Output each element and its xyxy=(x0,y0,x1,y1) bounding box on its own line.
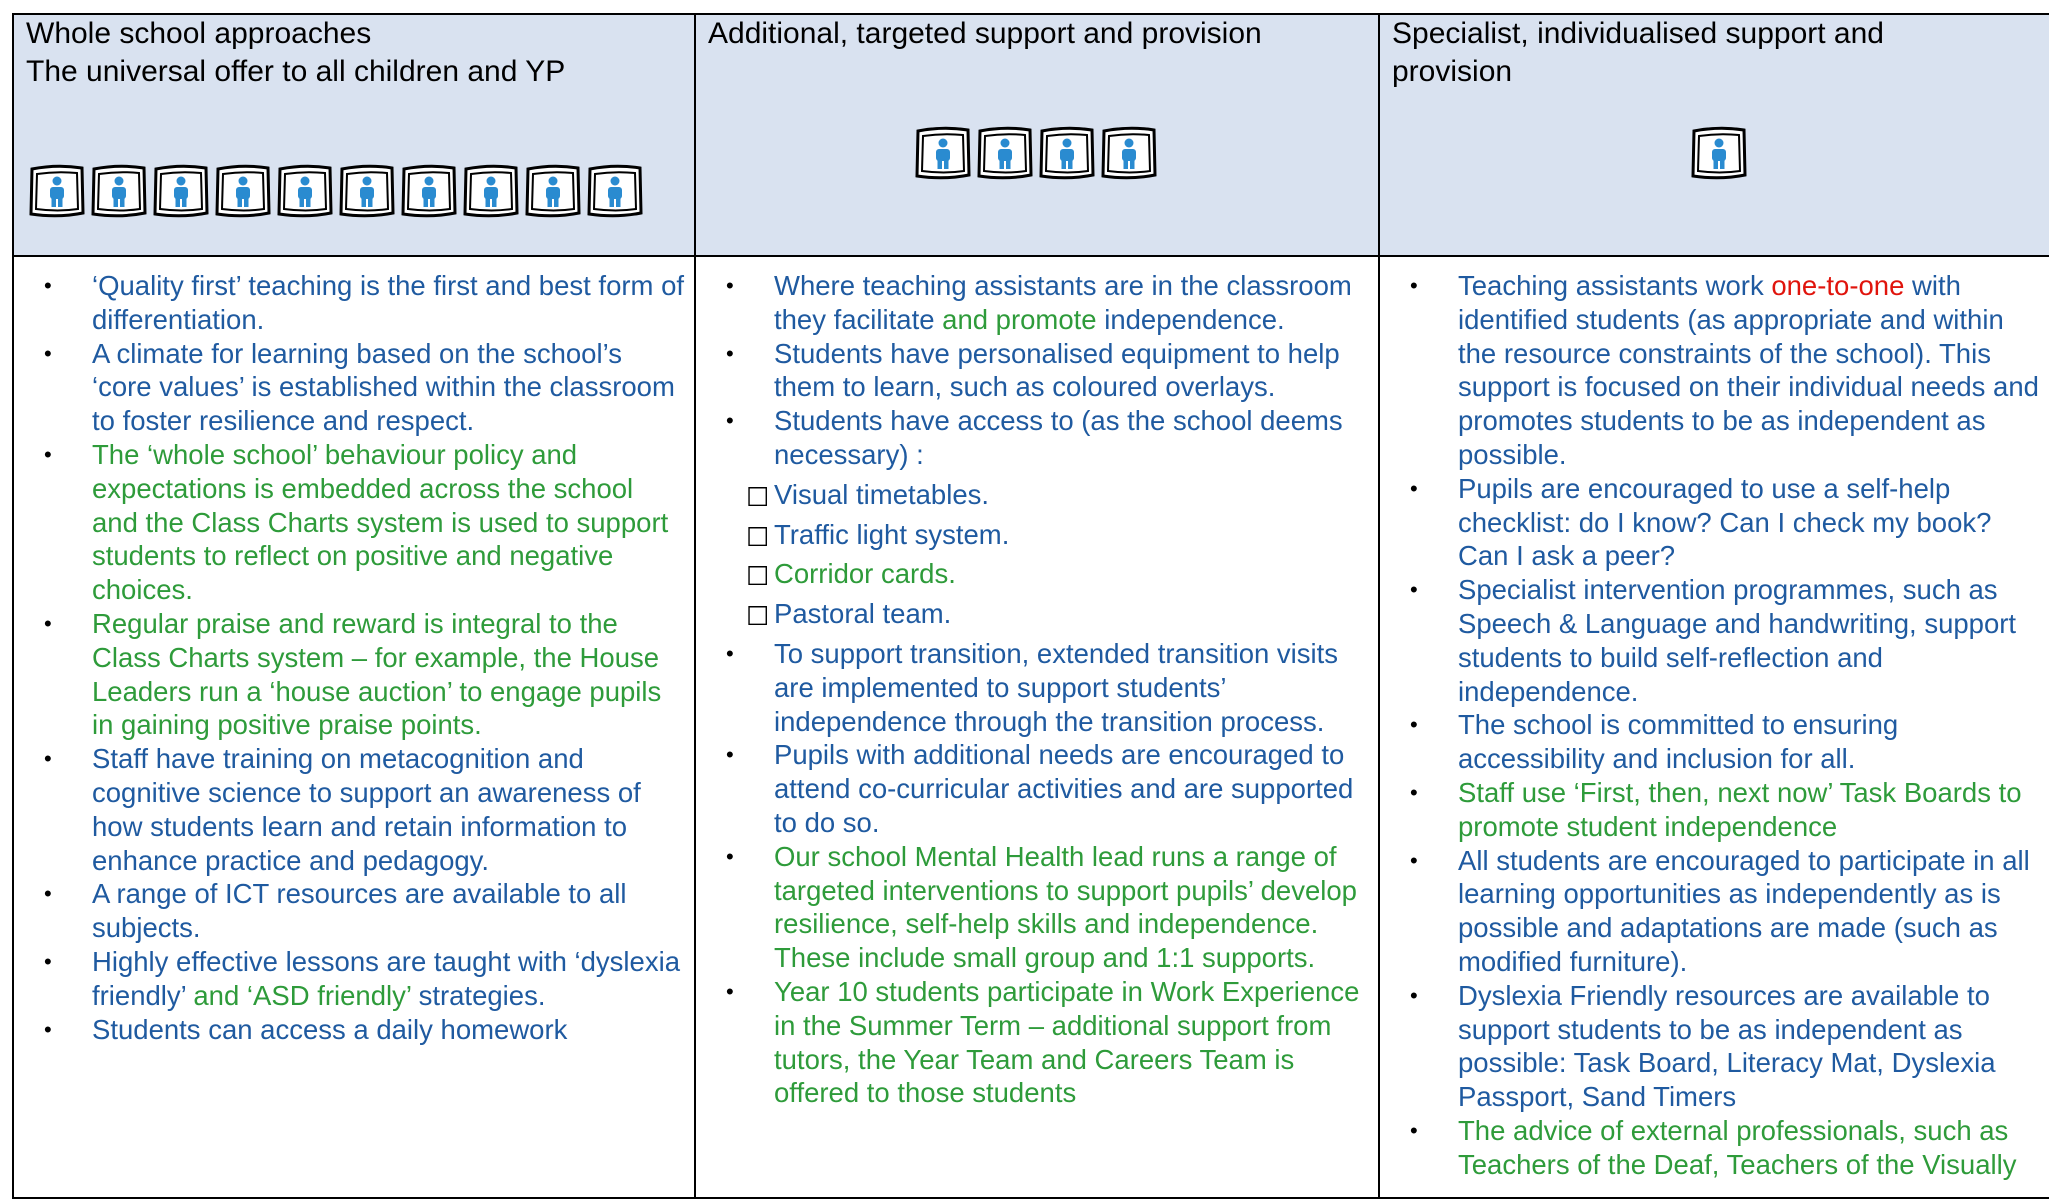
header-cell-specialist xyxy=(1379,14,2049,256)
item-text: Our school Mental Health lead runs a range of targeted interventions to support pupils’ develop resilience, self-help skills and independence. These include small group and 1:1 supports. xyxy=(774,840,1357,974)
list-item xyxy=(696,738,1378,839)
person-icon xyxy=(152,163,210,219)
people-icons-1 xyxy=(28,163,644,219)
person-icon xyxy=(28,163,86,219)
list-item xyxy=(1380,708,2049,776)
person-icon xyxy=(1690,125,1748,181)
item-text: The ‘whole school’ behaviour policy and expectations is embedded across the school and the Class Charts system is used to support students to reflect on positive and negative choices. xyxy=(92,438,669,606)
item-text: one-to-one xyxy=(1771,270,1905,301)
specialist-list xyxy=(1380,269,2049,1182)
list-item xyxy=(14,1013,694,1047)
item-text: and promote xyxy=(942,303,1097,335)
list-item xyxy=(696,337,1378,405)
item-text: All students are encouraged to participate in all learning opportunities as independently as is possible and adaptations are made (such as modified furniture). xyxy=(1458,844,2030,977)
list-item xyxy=(1380,979,2049,1114)
item-text: with identified students (as appropriate and within the resource constraints of the school). This support is focused on their individual needs and promotes students to be as independent as possible. xyxy=(1458,270,2039,470)
item-text: Teaching assistants work xyxy=(1458,270,1772,301)
list-item xyxy=(1380,269,2049,472)
person-icon xyxy=(586,163,644,219)
checkbox-list-item xyxy=(696,478,1378,512)
specialist-cell xyxy=(1379,256,2049,1198)
header-row xyxy=(13,14,2049,256)
item-text: Pupils with additional needs are encouraged to attend co-curricular activities and are supported to do so. xyxy=(774,739,1354,838)
item-text: Traffic light system. xyxy=(774,518,1010,550)
header-title-3: Specialist, individualised support and provision xyxy=(1392,17,1884,88)
checkbox-icon: ☐ xyxy=(746,521,770,552)
item-text: Students have personalised equipment to help them to learn, such as coloured overlays. xyxy=(774,337,1340,403)
list-item xyxy=(14,607,694,742)
list-item xyxy=(14,269,694,337)
person-icon xyxy=(1100,125,1158,181)
item-text: strategies. xyxy=(410,979,546,1011)
list-item xyxy=(14,337,694,438)
checkbox-list-item xyxy=(696,518,1378,552)
item-text: Staff have training on metacognition and cognitive science to support an awareness of how students learn and retain information to enhance practice and pedagogy. xyxy=(92,743,641,876)
person-icon xyxy=(214,163,272,219)
targeted-list xyxy=(696,269,1378,1110)
item-text: Highly effective lessons are taught with ‘dyslexia friendly’ xyxy=(92,945,680,1011)
item-text: Students have access to (as the school deems necessary) : xyxy=(774,405,1343,470)
item-text: Year 10 students participate in Work Experience in the Summer Term – additional support from tutors, the Year Team and Careers Team is offered to those students xyxy=(774,975,1360,1109)
list-item xyxy=(1380,1114,2049,1182)
item-text: independence. xyxy=(1096,303,1285,335)
person-icon xyxy=(976,125,1034,181)
list-item xyxy=(14,877,694,945)
list-item xyxy=(696,637,1378,738)
header-cell-whole-school xyxy=(13,14,695,256)
item-text: The advice of external professionals, such as Teachers of the Deaf, Teachers of the Visually xyxy=(1458,1114,2017,1180)
header-title-1: Whole school approaches The universal offer to all children and YP xyxy=(26,17,566,88)
checkbox-list-item xyxy=(696,597,1378,631)
item-text: Visual timetables. xyxy=(774,478,990,510)
targeted-cell xyxy=(695,256,1379,1198)
item-text: Where teaching assistants are in the classroom they facilitate xyxy=(774,270,1352,335)
item-text: Dyslexia Friendly resources are available to support students to be as independent as possible: Task Board, Literacy Mat, Dyslexia Passport, Sand Timers xyxy=(1458,979,1996,1113)
list-item xyxy=(696,269,1378,337)
item-text: The school is committed to ensuring accessibility and inclusion for all. xyxy=(1458,709,1899,775)
item-text: Specialist intervention programmes, such as Speech & Language and handwriting, support students to build self-reflection and independence. xyxy=(1458,574,2017,707)
checkbox-list-item xyxy=(696,557,1378,591)
item-text: A climate for learning based on the school’s ‘core values’ is established within the classroom to foster resilience and respect. xyxy=(92,337,675,437)
provision-table xyxy=(12,13,2049,1199)
people-icons-2 xyxy=(914,125,1158,181)
list-item xyxy=(1380,844,2049,979)
list-item xyxy=(1380,573,2049,708)
item-text: To support transition, extended transition visits are implemented to support students’ independence through the transition process. xyxy=(774,637,1339,737)
checkbox-icon: ☐ xyxy=(746,561,770,592)
item-text: and ‘ASD friendly’ xyxy=(193,979,411,1011)
whole-school-list xyxy=(14,269,694,1046)
person-icon xyxy=(524,163,582,219)
person-icon xyxy=(400,163,458,219)
list-item xyxy=(696,404,1378,472)
item-text: Pastoral team. xyxy=(774,598,952,630)
item-text: Regular praise and reward is integral to the Class Charts system – for example, the House Leaders run a ‘house auction’ to engage pupils in gaining positive praise points. xyxy=(92,607,662,741)
item-text: Students can access a daily homework xyxy=(92,1013,568,1045)
header-cell-targeted xyxy=(695,14,1379,256)
person-icon xyxy=(1038,125,1096,181)
body-row xyxy=(13,256,2049,1198)
item-text: Pupils are encouraged to use a self-help checklist: do I know? Can I check my book? Can I ask a peer? xyxy=(1458,472,1992,572)
person-icon xyxy=(462,163,520,219)
list-item xyxy=(696,975,1378,1110)
people-icons-3 xyxy=(1690,125,1748,181)
list-item xyxy=(696,840,1378,975)
person-icon xyxy=(338,163,396,219)
item-text: ‘Quality first’ teaching is the first and best form of differentiation. xyxy=(92,270,685,335)
list-item xyxy=(14,438,694,607)
list-item xyxy=(1380,472,2049,573)
list-item xyxy=(1380,776,2049,844)
list-item xyxy=(14,742,694,877)
list-item xyxy=(14,945,694,1013)
person-icon xyxy=(276,163,334,219)
item-text: Corridor cards. xyxy=(774,558,956,590)
whole-school-cell xyxy=(13,256,695,1198)
person-icon xyxy=(914,125,972,181)
checkbox-icon: ☐ xyxy=(746,481,770,512)
header-title-2: Additional, targeted support and provision xyxy=(708,17,1262,50)
checkbox-icon: ☐ xyxy=(746,601,770,632)
person-icon xyxy=(90,163,148,219)
item-text: Staff use ‘First, then, next now’ Task Boards to promote student independence xyxy=(1458,776,2022,842)
item-text: A range of ICT resources are available to all subjects. xyxy=(92,878,627,944)
